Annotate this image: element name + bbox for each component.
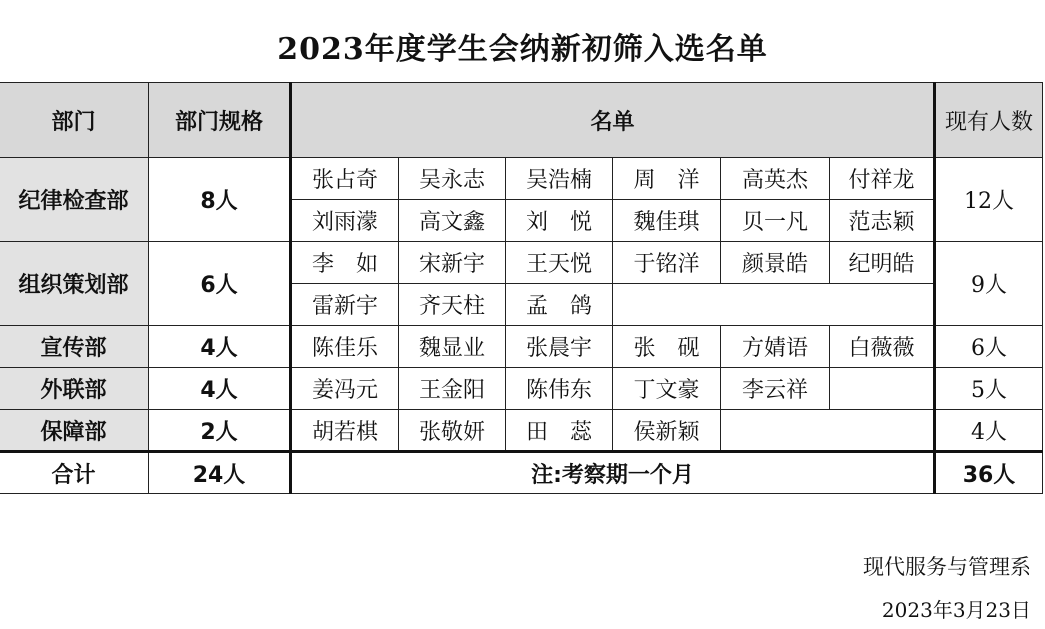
name-cell: 齐天柱 xyxy=(399,284,506,326)
name-cell: 颜景皓 xyxy=(721,242,830,284)
header-current: 现有人数 xyxy=(935,83,1043,158)
name-cell: 丁文豪 xyxy=(613,368,721,410)
dept-cell: 外联部 xyxy=(0,368,149,410)
name-cell: 宋新宇 xyxy=(399,242,506,284)
name-cell: 魏显业 xyxy=(399,326,506,368)
name-cell: 付祥龙 xyxy=(830,158,935,200)
name-cell: 陈伟东 xyxy=(506,368,613,410)
total-quota: 24人 xyxy=(149,452,291,494)
name-cell: 魏佳琪 xyxy=(613,200,721,242)
total-label: 合计 xyxy=(0,452,149,494)
name-cell: 李云祥 xyxy=(721,368,830,410)
name-cell: 吴浩楠 xyxy=(506,158,613,200)
name-cell: 吴永志 xyxy=(399,158,506,200)
name-cell: 姜冯元 xyxy=(291,368,399,410)
empty-cell xyxy=(721,410,935,452)
header-list: 名单 xyxy=(291,83,935,158)
name-cell: 王天悦 xyxy=(506,242,613,284)
name-cell: 于铭洋 xyxy=(613,242,721,284)
name-cell: 高文鑫 xyxy=(399,200,506,242)
header-row xyxy=(0,83,1043,158)
name-cell: 白薇薇 xyxy=(830,326,935,368)
name-cell: 孟 鸽 xyxy=(506,284,613,326)
current-cell: 4人 xyxy=(935,410,1043,452)
name-cell: 张敬妍 xyxy=(399,410,506,452)
name-cell: 方婧语 xyxy=(721,326,830,368)
total-current: 36人 xyxy=(935,452,1043,494)
name-cell: 胡若棋 xyxy=(291,410,399,452)
current-cell: 5人 xyxy=(935,368,1043,410)
table-row xyxy=(0,242,1043,284)
quota-cell: 4人 xyxy=(149,326,291,368)
name-cell: 张 砚 xyxy=(613,326,721,368)
current-cell: 6人 xyxy=(935,326,1043,368)
empty-cell xyxy=(830,368,935,410)
current-cell: 12人 xyxy=(935,158,1043,242)
header-quota: 部门规格 xyxy=(149,83,291,158)
name-cell: 田 蕊 xyxy=(506,410,613,452)
dept-cell: 保障部 xyxy=(0,410,149,452)
signature-org: 现代服务与管理系 xyxy=(863,555,1031,579)
name-cell: 贝一凡 xyxy=(721,200,830,242)
name-cell: 侯新颖 xyxy=(613,410,721,452)
name-cell: 范志颖 xyxy=(830,200,935,242)
probation-note: 注:考察期一个月 xyxy=(291,452,935,494)
quota-cell: 8人 xyxy=(149,158,291,242)
name-cell: 高英杰 xyxy=(721,158,830,200)
name-cell: 张晨宇 xyxy=(506,326,613,368)
current-cell: 9人 xyxy=(935,242,1043,326)
table-row xyxy=(0,158,1043,200)
name-cell: 雷新宇 xyxy=(291,284,399,326)
name-cell: 陈佳乐 xyxy=(291,326,399,368)
name-cell: 李 如 xyxy=(291,242,399,284)
signature-date: 2023年3月23日 xyxy=(881,598,1031,622)
name-cell: 刘雨濛 xyxy=(291,200,399,242)
dept-cell: 宣传部 xyxy=(0,326,149,368)
name-cell: 张占奇 xyxy=(291,158,399,200)
name-cell: 刘 悦 xyxy=(506,200,613,242)
document-title: 2023年度学生会纳新初筛入选名单 xyxy=(277,32,768,67)
name-cell: 王金阳 xyxy=(399,368,506,410)
name-cell: 周 洋 xyxy=(613,158,721,200)
total-row xyxy=(0,452,1043,494)
name-cell: 纪明皓 xyxy=(830,242,935,284)
table-row xyxy=(0,410,1043,452)
quota-cell: 4人 xyxy=(149,368,291,410)
dept-cell: 组织策划部 xyxy=(0,242,149,326)
table-row xyxy=(0,326,1043,368)
dept-cell: 纪律检查部 xyxy=(0,158,149,242)
quota-cell: 6人 xyxy=(149,242,291,326)
quota-cell: 2人 xyxy=(149,410,291,452)
empty-cell xyxy=(613,284,935,326)
table-row xyxy=(0,368,1043,410)
header-dept: 部门 xyxy=(0,83,149,158)
selection-table xyxy=(0,82,1043,494)
